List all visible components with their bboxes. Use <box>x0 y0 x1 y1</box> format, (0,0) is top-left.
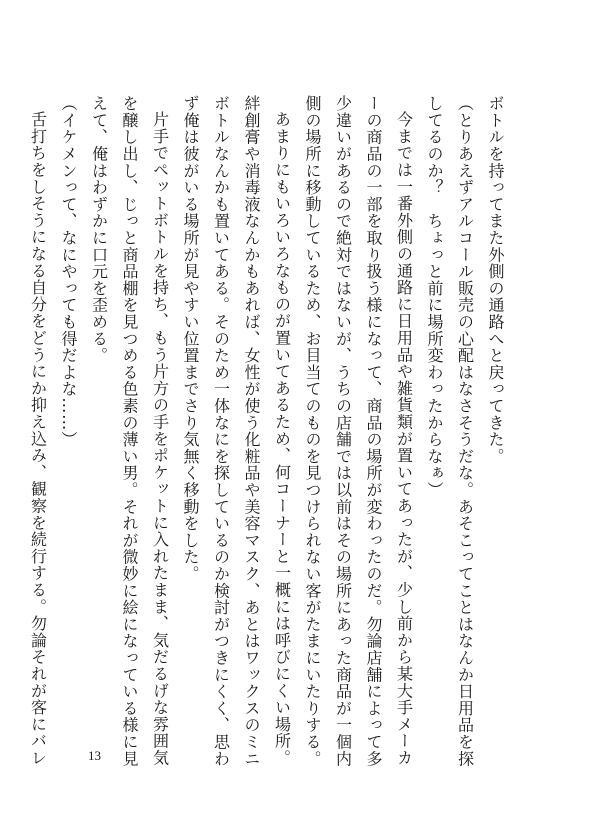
text-line: を醸し出し、じっと商品棚を見つめる色素の薄い男。それが微妙に絵になっている様に見 <box>120 95 139 767</box>
text-line: 少違いがあるので絶対ではないが、うちの店舗では以前はその場所にあった商品が一個内 <box>333 95 353 767</box>
text-line: 絆創膏や消毒液なんかもあれば、女性が使う化粧品や美容マスク、あとはワックスのミニ <box>242 95 261 767</box>
text-line: 側の場所に移動しているため、お目当てのものを見つけられない客がたまにいたりする。 <box>303 95 322 767</box>
text-line: ボトルなんかも置いてある。そのため一体なにを探しているのか検討がつきにくく、思わ <box>211 95 231 767</box>
text-line: 片手でペットボトルを持ち、もう片方の手をポケットに入れたまま、気だるげな雰囲気 <box>150 111 170 767</box>
text-line: ず俺は彼がいる場所が見やすい位置までさり気無く移動をした。 <box>181 95 200 583</box>
text-line: あまりにもいろいろなものが置いてあるため、何コーナーと一概には呼びにくい場所。 <box>272 111 292 767</box>
page-number: 13 <box>88 748 101 763</box>
text-line: してるのか？ ちょっと前に場所変わったからなぁ） <box>425 95 444 499</box>
text-line: 舌打ちをしそうになる自分をどうにか抑え込み、観察を続行する。勿論それが客にバレ <box>28 111 48 767</box>
text-line: （イケメンって、なにやっても得だよな……） <box>59 95 78 448</box>
text-line: （とりあえずアルコール販売の心配はなさそうだな。あそこってことはなんか日用品を探 <box>455 95 475 767</box>
text-line: ーの商品の一部を取り扱う様になって、商品の場所が変わったのだ。勿論店舗によって多 <box>364 95 383 767</box>
text-line: えて、俺はわずかに口元を歪める。 <box>89 95 109 364</box>
text-line: 今までは一番外側の通路に日用品や雑貨類が置いてあったが、少し前から某大手メーカ <box>394 111 414 767</box>
text-line: ボトルを持ってまた外側の通路へと戻ってきた。 <box>486 95 505 465</box>
